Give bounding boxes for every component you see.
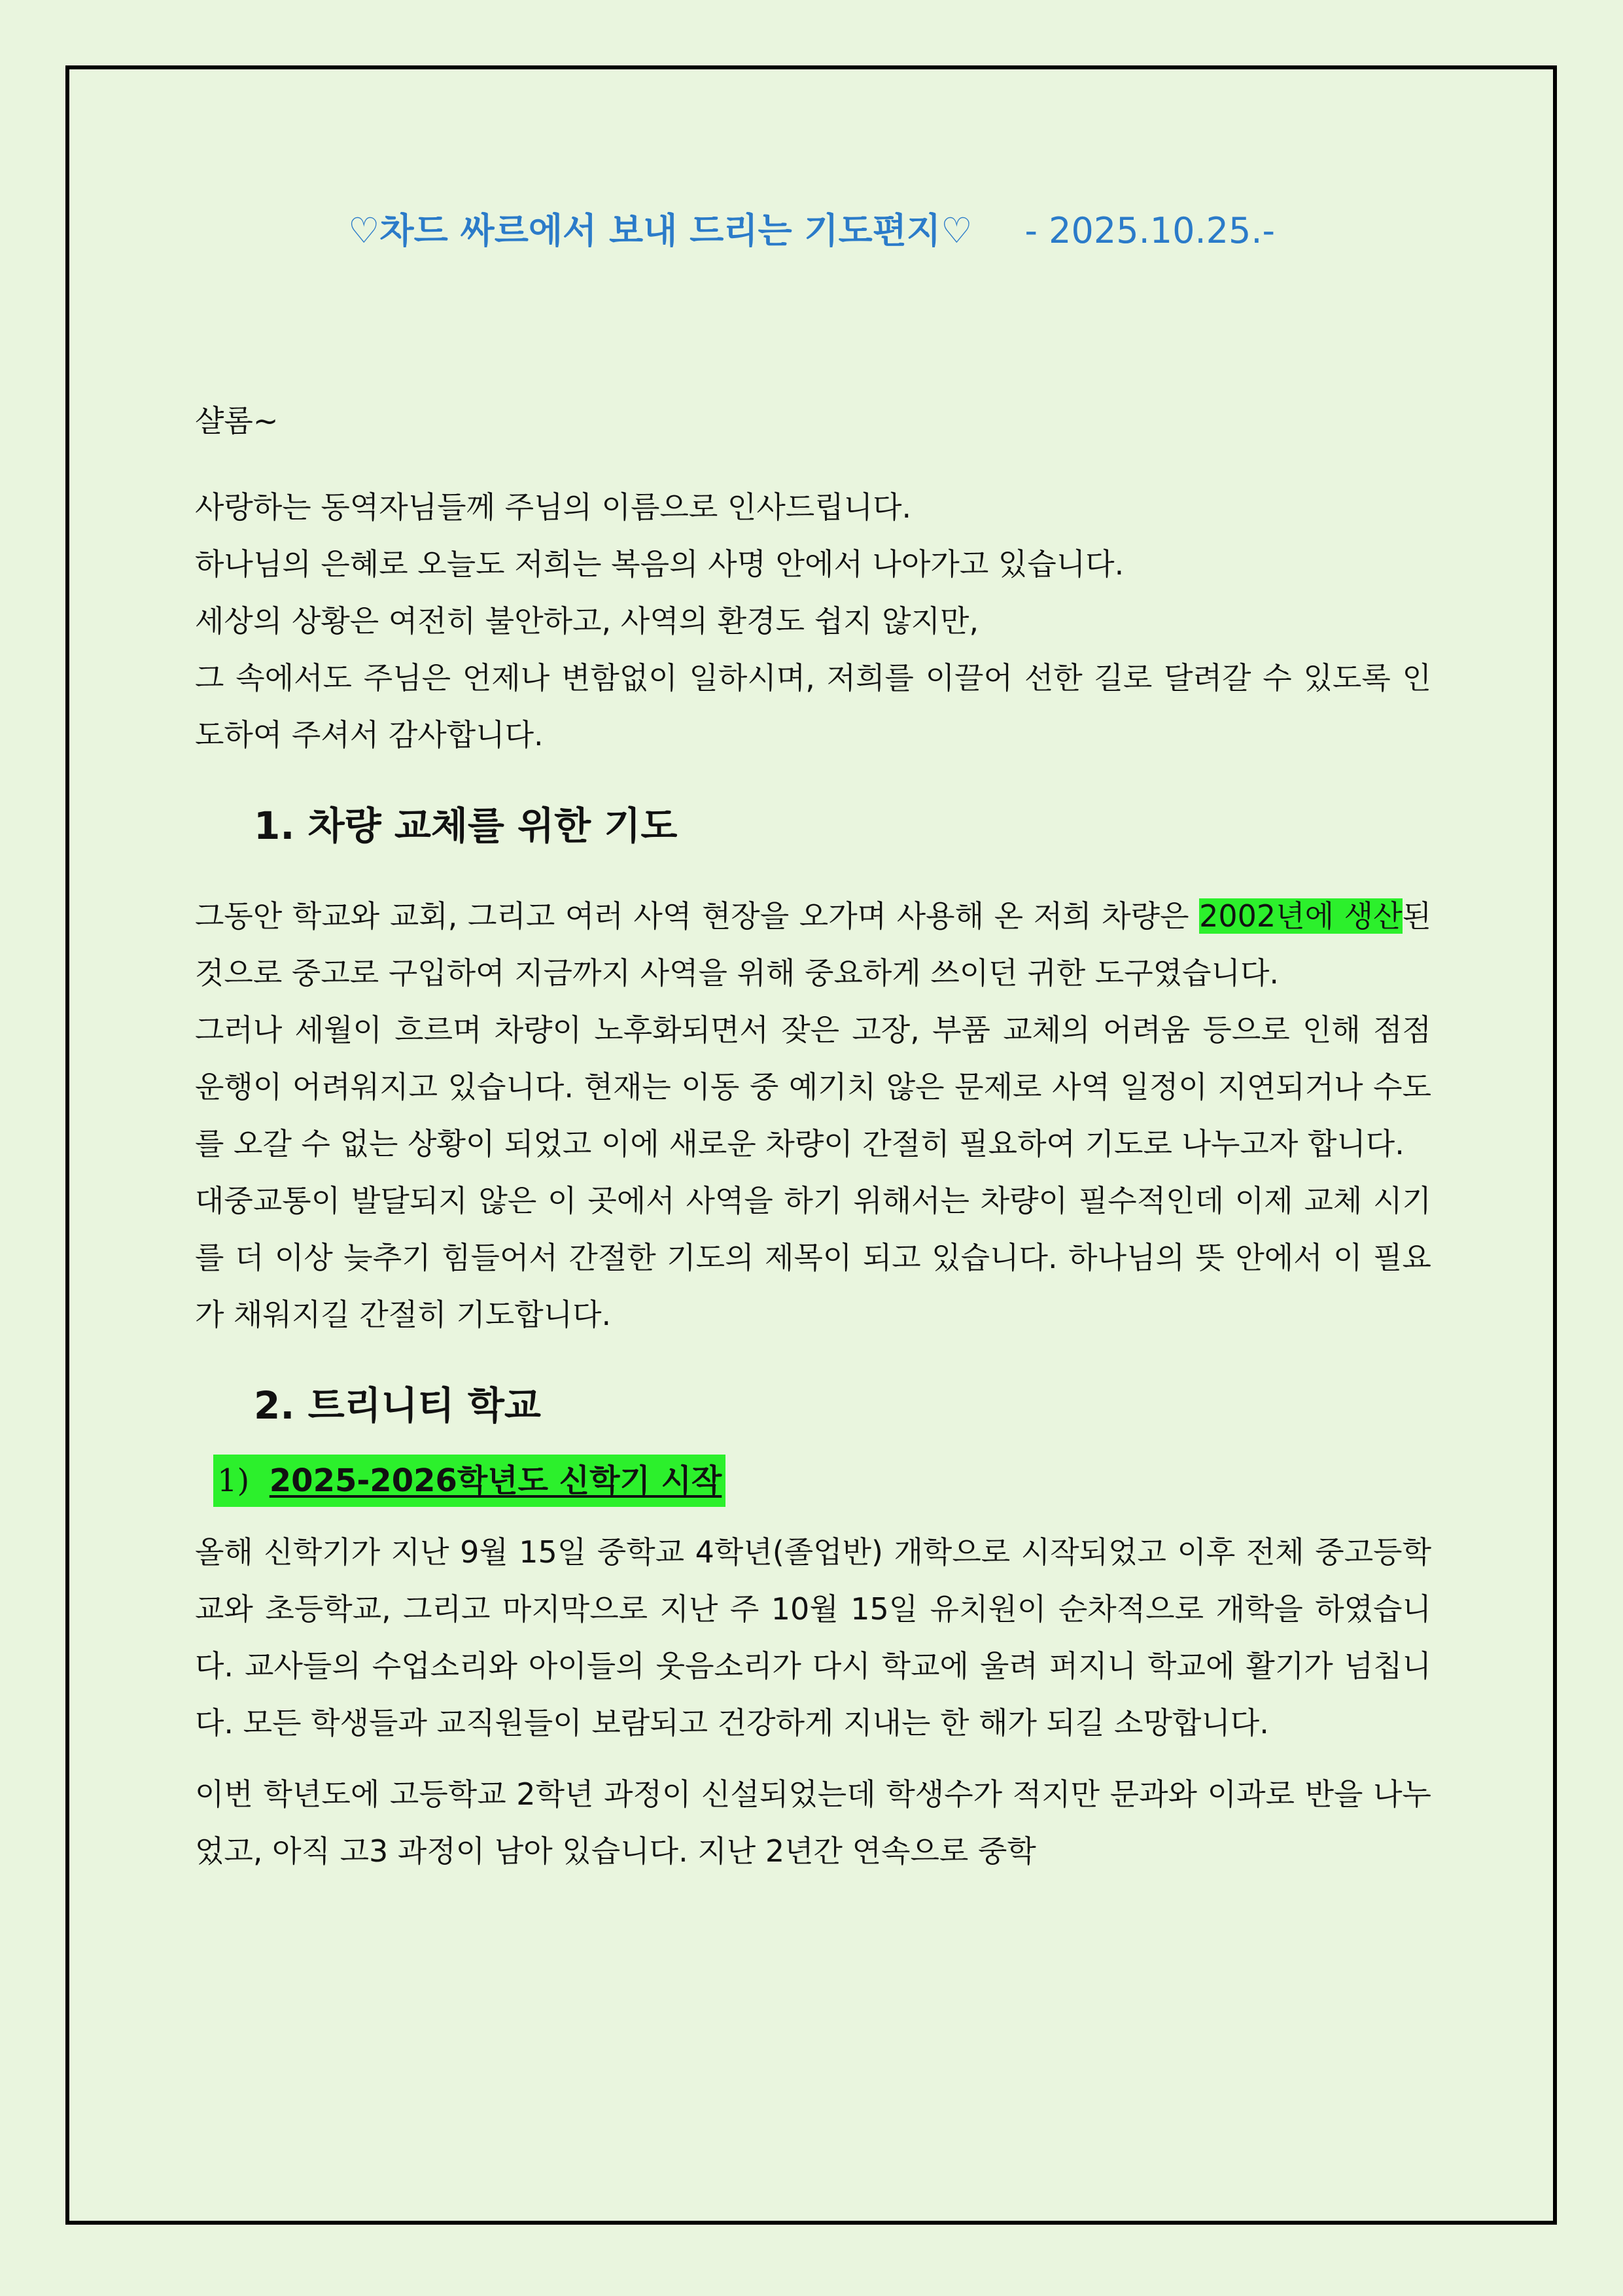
section2-paragraph: 이번 학년도에 고등학교 2학년 과정이 신설되었는데 학생수가 적지만 문과와 이과로 반을 나누었고, 아직 고3 과정이 남아 있습니다. 지난 2년간 연속으로 중학 [195, 1776, 1431, 1869]
section1-paragraph: 그동안 학교와 교회, 그리고 여러 사역 현장을 오가며 사용해 온 저희 차량은 2002년에 생산된 것으로 중고로 구입하여 지금까지 사역을 위해 중요하게 쓰이던 귀한 도구였습니다. [195, 898, 1431, 991]
intro-line: 사랑하는 동역자님들께 주님의 이름으로 인사드립니다. [195, 489, 912, 525]
subheading-new-semester: 1) 2025-2026학년도 신학기 시작 [213, 1455, 725, 1507]
letter-title: ♡차드 싸르에서 보내 드리는 기도편지♡ [348, 210, 973, 251]
section-heading-school: 2. 트리니티 학교 [254, 1383, 541, 1428]
highlight-year: 2002년에 생산 [1199, 898, 1403, 934]
greeting: 샬롬~ [195, 403, 279, 438]
letter-date: - 2025.10.25.- [1024, 210, 1275, 251]
section2-paragraph: 올해 신학기가 지난 9월 15일 중학교 4학년(졸업반) 개학으로 시작되었고 이후 전체 중고등학교와 초등학교, 그리고 마지막으로 지난 주 10월 15일 유치원이 순차적으로 개학을 하였습니다. 교사들의 수업소리와 아이들의 웃음소리가 다시 학교에 울려 퍼지니 학교에 활기가 넘칩니다. 모든 학생들과 교직원들이 보람되고 건강하게 지내는 한 해가 되길 소망합니다. [195, 1534, 1431, 1740]
intro-line: 하나님의 은혜로 오늘도 저희는 복음의 사명 안에서 나아가고 있습니다. [195, 546, 1125, 582]
letter-body [195, 393, 1431, 1880]
intro-line: 그 속에서도 주님은 언제나 변함없이 일하시며, 저희를 이끌어 선한 길로 달려갈 수 있도록 인도하여 주셔서 감사합니다. [195, 660, 1431, 752]
letter-header [0, 203, 1623, 253]
section1-paragraph: 대중교통이 발달되지 않은 이 곳에서 사역을 하기 위해서는 차량이 필수적인데 이제 교체 시기를 더 이상 늦추기 힘들어서 간절한 기도의 제목이 되고 있습니다. 하나님의 뜻 안에서 이 필요가 채워지길 간절히 기도합니다. [195, 1183, 1431, 1332]
section1-paragraph: 그러나 세월이 흐르며 차량이 노후화되면서 잦은 고장, 부품 교체의 어려움 등으로 인해 점점 운행이 어려워지고 있습니다. 현재는 이동 중 예기치 않은 문제로 사역 일정이 지연되거나 수도를 오갈 수 없는 상황이 되었고 이에 새로운 차량이 간절히 필요하여 기도로 나누고자 합니다. [195, 1012, 1431, 1161]
intro-line: 세상의 상황은 여전히 불안하고, 사역의 환경도 쉽지 않지만, [195, 603, 979, 639]
section-heading-vehicle: 1. 차량 교체를 위한 기도 [254, 804, 678, 848]
